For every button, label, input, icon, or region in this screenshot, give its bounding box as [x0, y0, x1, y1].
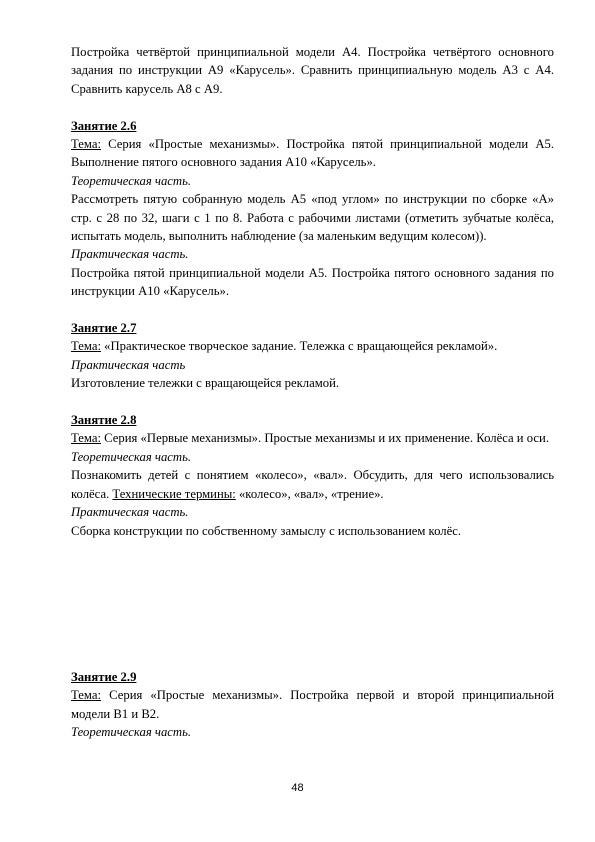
topic-text: Серия «Простые механизмы». Постройка первой и второй принципиальной модели В1 и В2.: [71, 688, 554, 721]
lesson-topic: [71, 686, 554, 723]
topic-text: Серия «Первые механизмы». Простые механизмы и их применение. Колёса и оси.: [101, 431, 550, 446]
theory-text: Рассмотреть пятую собранную модель А5 «под углом» по инструкции по сборке «А» стр. с 28 по 32, шаги с 1 по 8. Работа с рабочими листами (отметить зубчатые колёса, испытать модель, выполнить наблюдение (за маленьким ведущим колесом)).: [71, 192, 554, 244]
practice-text: Постройка пятой принципиальной модели А5. Постройка пятого основного задания по инструкции А10 «Карусель».: [71, 265, 554, 299]
topic-label: Тема:: [71, 688, 101, 703]
topic-label: Тема:: [71, 339, 101, 354]
theory-text-b: «колесо», «вал», «трение».: [235, 486, 384, 501]
lesson-heading: Занятие 2.7: [71, 321, 137, 336]
practice-label: Практическая часть.: [71, 505, 189, 520]
lesson-heading: Занятие 2.8: [71, 413, 137, 428]
practice-label: Практическая часть: [71, 357, 186, 372]
topic-text: «Практическое творческое задание. Тележка с вращающейся рекламой».: [101, 339, 498, 354]
theory-label: Теоретическая часть.: [71, 449, 192, 464]
practice-text: Сборка конструкции по собственному замыслу с использованием колёс.: [71, 523, 462, 538]
practice-label: Практическая часть.: [71, 247, 189, 262]
intro-paragraph: Постройка четвёртой принципиальной модели А4. Постройка четвёртого основного задания по инструкции А9 «Карусель». Сравнить принципиальную модель А3 с А4. Сравнить карусель А8 с А9.: [71, 45, 554, 96]
lesson-heading: Занятие 2.6: [71, 118, 137, 133]
practice-text: Изготовление тележки с вращающейся рекламой.: [71, 376, 340, 391]
topic-label: Тема:: [71, 137, 101, 152]
lesson-topic: [71, 429, 554, 447]
lesson-heading: Занятие 2.9: [71, 669, 137, 684]
terms-label: Технические термины:: [112, 486, 236, 501]
document-page: [71, 43, 554, 742]
theory-label: Теоретическая часть.: [71, 725, 192, 740]
topic-text: Серия «Простые механизмы». Постройка пятой принципиальной модели А5. Выполнение пятого основного задания А10 «Карусель».: [71, 137, 554, 170]
theory-label: Теоретическая часть.: [71, 173, 192, 188]
theory-text-a: Познакомить детей с понятием «колесо», «вал». Обсудить, для чего использовались колёса.: [71, 468, 554, 501]
lesson-topic: [71, 135, 554, 172]
topic-label: Тема:: [71, 431, 101, 446]
page-number: 48: [291, 782, 304, 794]
lesson-topic: [71, 337, 554, 355]
theory-text: [71, 466, 554, 503]
